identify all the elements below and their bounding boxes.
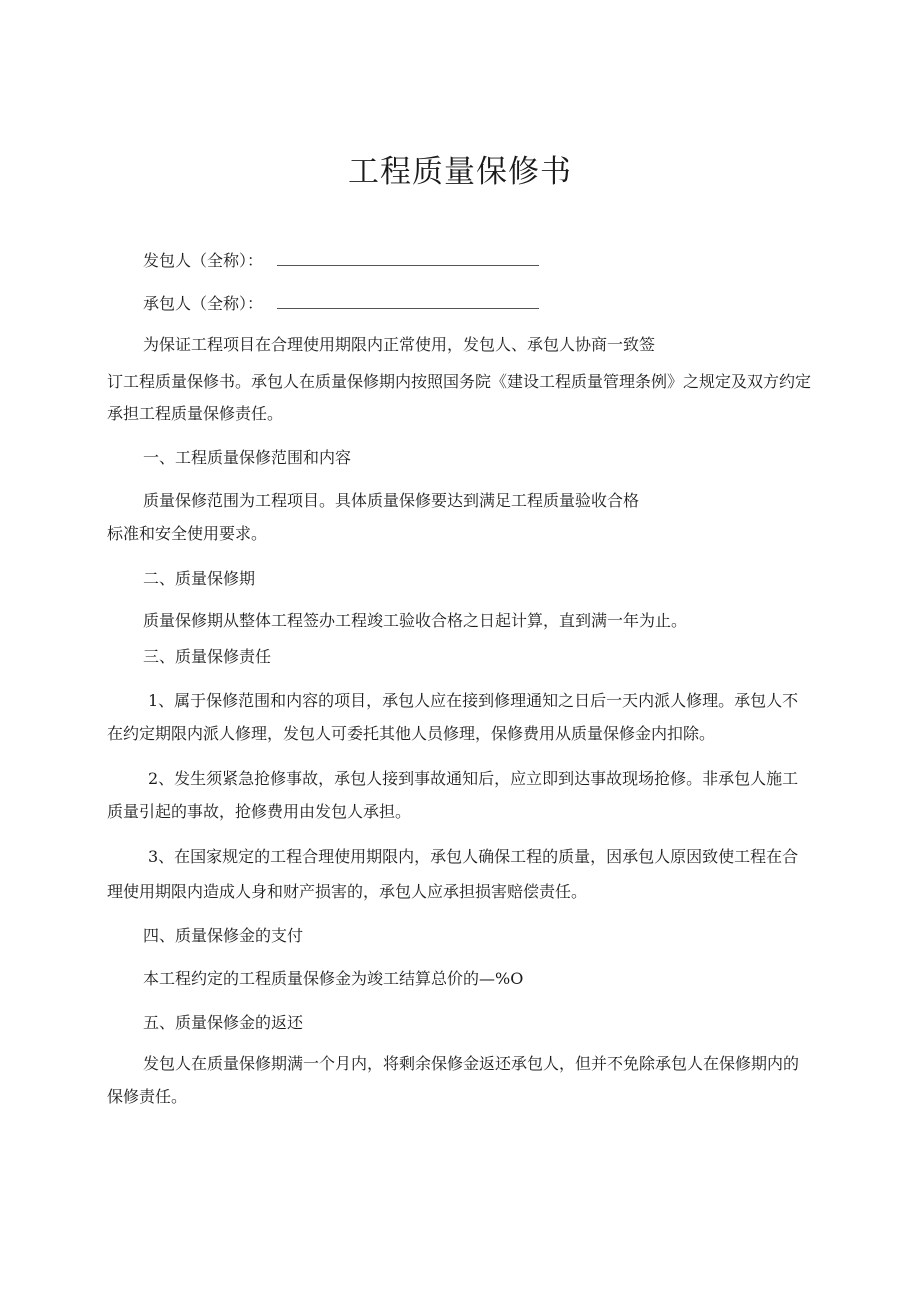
contractor-field (143, 292, 539, 316)
employer-label: 发包人（全称）： (143, 251, 264, 270)
intro-line-3: 承担工程质量保修责任。 (107, 404, 284, 423)
section-3-item-1-line-1: 1、属于保修范围和内容的项目，承包人应在接到修理通知之日后一天内派人修理。承包人不 (148, 691, 799, 710)
section-2-heading: 二、质量保修期 (143, 569, 256, 588)
section-5-heading: 五、质量保修金的返还 (143, 1013, 304, 1032)
section-2-line-1: 质量保修期从整体工程签办工程竣工验收合格之日起计算，直到满一年为止。 (143, 611, 688, 630)
section-3-item-1-line-2: 在约定期限内派人修理，发包人可委托其他人员修理，保修费用从质量保修金内扣除。 (107, 724, 716, 743)
section-3-item-2-line-2: 质量引起的事故，抢修费用由发包人承担。 (107, 802, 412, 821)
section-3-item-3-line-1: 3、在国家规定的工程合理使用期限内，承包人确保工程的质量，因承包人原因致使工程在合 (148, 847, 799, 866)
section-5-line-1: 发包人在质量保修期满一个月内，将剩余保修金返还承包人，但并不免除承包人在保修期内的 (143, 1054, 800, 1073)
section-3-item-3-line-2: 理使用期限内造成人身和财产损害的，承包人应承担损害赔偿责任。 (107, 882, 588, 901)
contractor-name-blank[interactable] (277, 292, 539, 309)
section-3-item-2-line-1: 2、发生须紧急抢修事故，承包人接到事故通知后，应立即到达事故现场抢修。非承包人施工 (148, 769, 799, 788)
section-1-line-1: 质量保修范围为工程项目。具体质量保修要达到满足工程质量验收合格 (143, 491, 640, 510)
employer-name-blank[interactable] (277, 249, 539, 266)
section-3-heading: 三、质量保修责任 (143, 647, 272, 666)
section-1-heading: 一、工程质量保修范围和内容 (143, 448, 352, 467)
employer-field (143, 249, 539, 273)
intro-line-1: 为保证工程项目在合理使用期限内正常使用，发包人、承包人协商一致签 (143, 335, 656, 354)
document-title: 工程质量保修书 (348, 154, 572, 190)
section-4-line-1: 本工程约定的工程质量保修金为竣工结算总价的—%O (143, 969, 524, 988)
section-5-line-2: 保修责任。 (107, 1087, 188, 1106)
intro-line-2: 订工程质量保修书。承包人在质量保修期内按照国务院《建设工程质量管理条例》之规定及双方约定 (107, 372, 812, 391)
section-1-line-2: 标准和安全使用要求。 (107, 524, 268, 543)
contractor-label: 承包人（全称）： (143, 294, 264, 313)
section-4-heading: 四、质量保修金的支付 (143, 926, 304, 945)
